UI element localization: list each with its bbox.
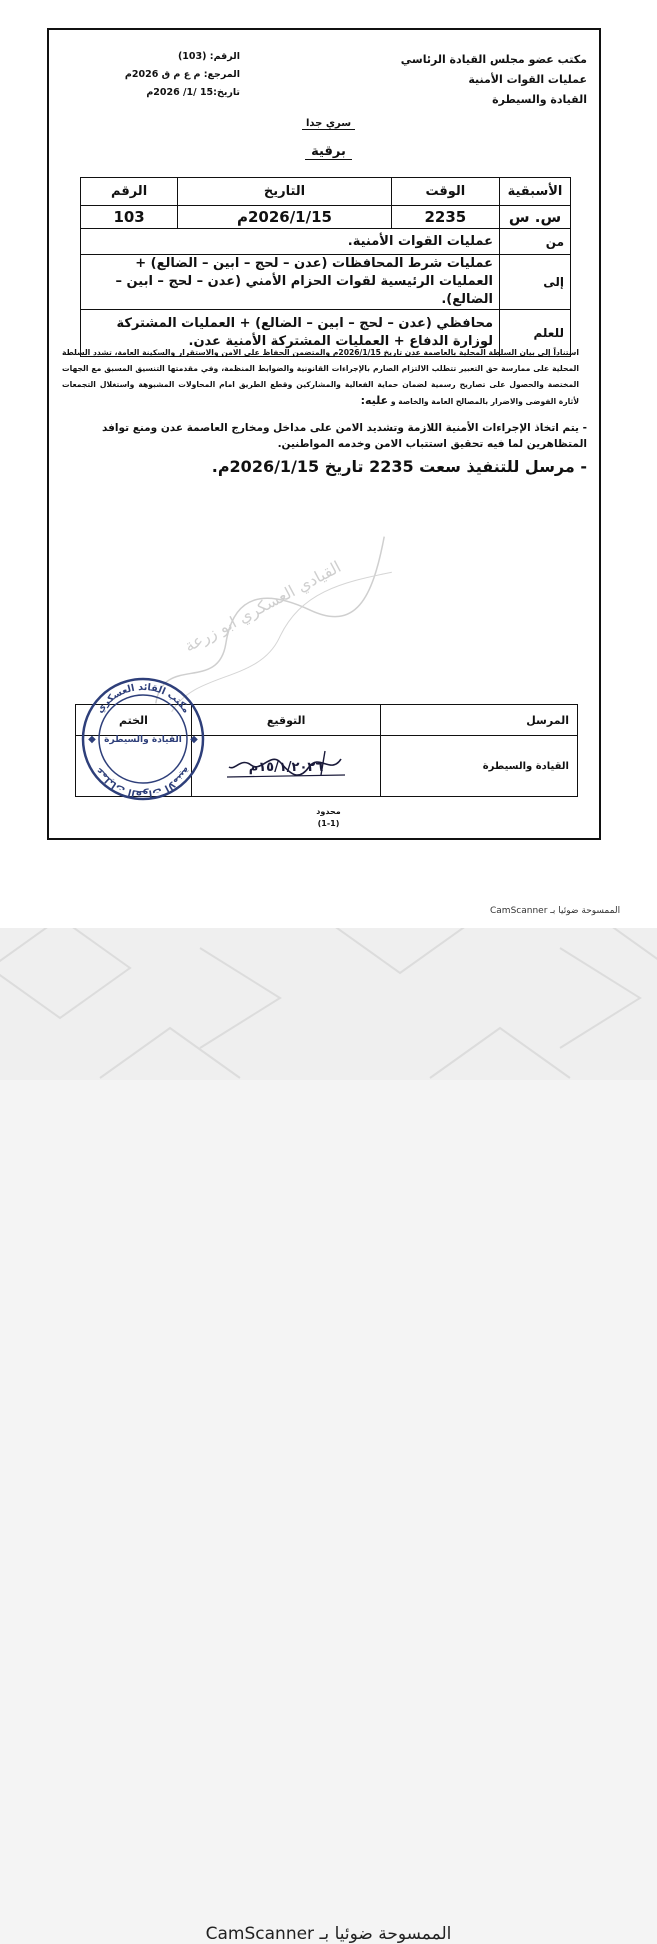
header-time: الوقت: [391, 178, 499, 206]
value-time: 2235: [391, 206, 499, 229]
footer-limited: محدود: [316, 807, 341, 816]
to-value: عمليات شرط المحافظات (عدن – لحج – ابين – الضالع) + العمليات الرئيسية لقوات الحزام الأمني (عدن – لحج – ابين – الضالع).: [81, 255, 500, 310]
header-number: الرقم: [81, 178, 178, 206]
camscanner-big-label: الممسوحة ضوئيا بـ CamScanner: [205, 1924, 452, 1944]
footer-page: (1-1): [317, 819, 340, 828]
from-label: من: [500, 229, 571, 255]
document-type: [0, 144, 657, 159]
org-line: القيادة والسيطرة: [492, 93, 587, 106]
org-line: عمليات القوات الأمنية: [468, 73, 587, 86]
sender-value: القيادة والسيطرة: [381, 736, 578, 797]
from-value: عمليات القوات الأمنية.: [81, 229, 500, 255]
classification-text: سري جدا: [302, 118, 355, 130]
signature-label: التوقيع: [191, 705, 381, 736]
org-line: مكتب عضو مجلس القيادة الرئاسي: [400, 53, 587, 66]
ref-number: الرقم: (103): [177, 51, 240, 62]
info-value: محافظي (عدن – لحج – ابين – الضالع) + العمليات المشتركة لوزارة الدفاع + العمليات المشتركة الأمنية عدن.: [81, 310, 500, 357]
stamp-bottom-text: عمليات القوات الأمنية: [93, 764, 193, 800]
header-reference: [70, 48, 240, 102]
document-type-text: برقية: [305, 144, 352, 160]
sender-label: المرسل: [381, 705, 578, 736]
from-row: [81, 229, 571, 255]
therefore-label: عليه:: [360, 394, 389, 407]
body-paragraph-text: استناداً إلى بيان السلطة المحلية بالعاصمة عدن تاريخ 2026/1/15م والمتضمن الحفاظ على الامن والاستقرار والسكينة العامة، تشدد السلطة المحلية على ممارسة حق التعبير تتطلب الالتزام الصارم بالإجراءات القانونية والضوابط المنظمة، وفي مقدمتها التنسيق المسبق مع الجهات المختصة والحصول على تصاريح رسمية لضمان حماية الفعالية والمشاركين وقطع الطريق امام المحاولات المشبوهة واستغلال التجمعات لأثارة الفوضى والاضرار بالمصالح العامة والخاصة و: [62, 348, 579, 406]
value-date: 2026/1/15م: [178, 206, 392, 229]
meta-value-row: [81, 206, 571, 229]
handwritten-signature-text: ١٥/١/٢٠٢٦م: [248, 759, 324, 775]
official-stamp: [80, 676, 206, 802]
handwritten-signature: [221, 745, 351, 785]
header-priority: الأسبقية: [500, 178, 571, 206]
info-label: للعلم: [500, 310, 571, 357]
sent-for-execution: - مرسل للتنفيذ سعت 2235 تاريخ 2026/1/15م.: [211, 457, 587, 476]
svg-text:عمليات القوات الأمنية: [94, 765, 192, 799]
camscanner-banner: [0, 928, 657, 1944]
telegram-meta-table: [80, 177, 571, 357]
ref-code: المرجع: م ع م ق 2026م: [124, 69, 240, 80]
header-organization: [367, 50, 587, 110]
handwritten-signature-cell: [191, 736, 381, 797]
meta-header-row: [81, 178, 571, 206]
classification-label: [0, 118, 657, 129]
to-label: إلى: [500, 255, 571, 310]
stamp-inner-text: القيادة والسيطرة: [104, 735, 182, 745]
stamp-outer-text: مكتب القائد العسكري: [94, 681, 192, 716]
watermark-text: القيادي العسكري ابو زرعة: [181, 557, 345, 656]
ref-date: تاريخ:15 /1/ 2026م: [146, 87, 240, 98]
footer-note: [0, 806, 657, 830]
scanned-page: [0, 0, 657, 928]
seal-label: الختم: [76, 705, 192, 736]
stamp-star-icon: ◆: [190, 734, 198, 745]
banner-decoration: [0, 928, 657, 1080]
camscanner-small-label: الممسوحة ضوئيا بـ CamScanner: [490, 906, 621, 916]
body-paragraph: [62, 345, 579, 410]
stamp-star-icon: ◆: [88, 734, 96, 745]
value-priority: س. س: [500, 206, 571, 229]
action-instruction: - يتم اتخاذ الإجراءات الأمنية اللازمة وتشديد الامن على مداخل ومخارج العاصمة عدن ومنع توافد المتظاهرين لما فيه تحقيق استتباب الامن وخدمه المواطنين.: [101, 422, 587, 450]
value-number: 103: [81, 206, 178, 229]
header-date: التاريخ: [178, 178, 392, 206]
to-row: [81, 255, 571, 310]
